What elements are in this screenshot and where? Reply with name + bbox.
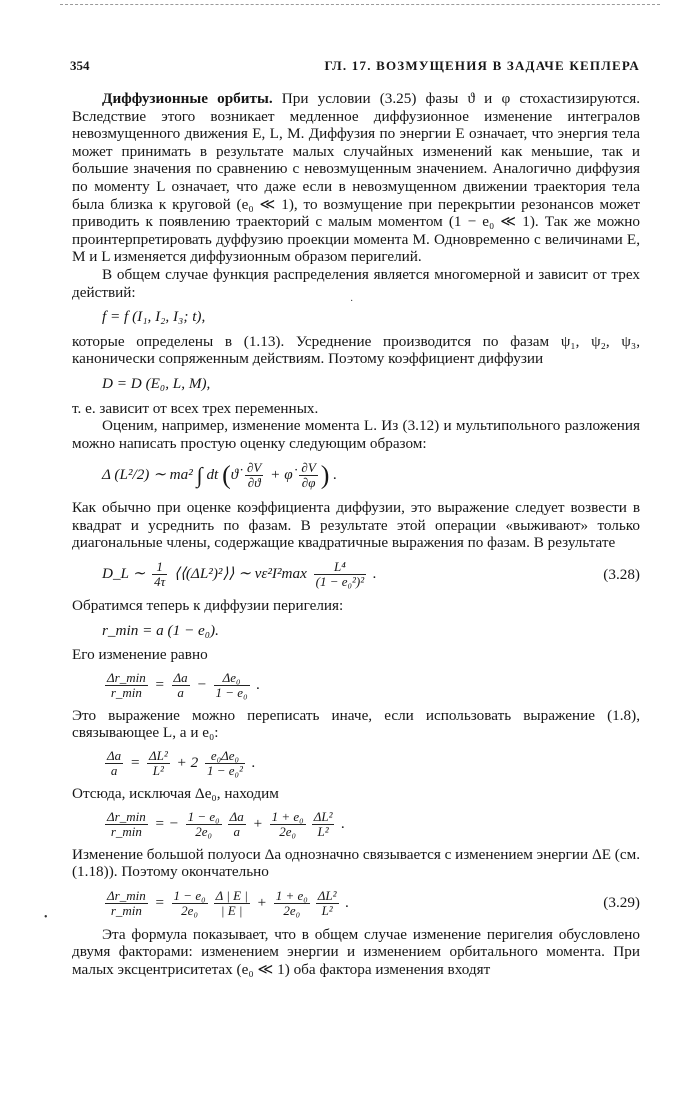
numerator: ΔL² — [148, 748, 168, 764]
numerator: ΔL² — [317, 887, 337, 903]
eq-term1-prefix: ϑ̇ — [230, 466, 242, 484]
equation-moment-change — [102, 461, 640, 490]
denominator: L² — [152, 763, 164, 779]
eq-end: . — [369, 565, 377, 583]
paragraph-all-variables: т. е. зависит от всех трех переменных. — [72, 399, 319, 417]
eq-end: . — [252, 675, 261, 693]
eq-minus: − — [192, 675, 211, 693]
eq-end: . — [341, 893, 350, 911]
eq-plus: + — [248, 814, 267, 832]
fraction-dL2 — [147, 749, 170, 778]
numerator: 1 − e₀ — [173, 887, 206, 903]
denominator: (1 − e₀²)² — [315, 574, 365, 590]
paragraph-distribution: В общем случае функция распределения является многомерной и зависит от трех действий: — [72, 265, 640, 301]
eq-equals: = — [126, 754, 144, 772]
paragraph-perihelion: Обратимся теперь к диффузии перигелия: — [72, 597, 344, 615]
numerator: ∂V — [301, 460, 316, 476]
fraction-drmin — [105, 810, 148, 839]
eq-equals: = — [150, 893, 169, 911]
top-scan-edge — [60, 4, 660, 5]
denominator: a — [110, 763, 118, 779]
fraction-dL2 — [312, 810, 335, 839]
denominator: 4τ — [154, 574, 166, 590]
paragraph-rewrite: Это выражение можно переписать иначе, если использовать выражение (1.8), связывающее L, a и e₀: — [72, 706, 640, 742]
eq-plus: + — [252, 893, 271, 911]
eq-lhs: Δ (L²/2) ∼ ma² — [102, 466, 197, 484]
paragraph-excluding: Отсюда, исключая Δe₀, находим — [72, 785, 279, 803]
numerator: Δr_min — [107, 808, 146, 824]
fraction-dE — [214, 889, 250, 918]
numerator: 1 + e₀ — [271, 808, 304, 824]
numerator: Δ | E | — [215, 887, 248, 903]
eq-dt: dt — [202, 466, 223, 484]
numerator: Δa — [107, 748, 122, 764]
eq-end: . — [247, 754, 256, 772]
eq-plus: + 2 — [172, 754, 202, 772]
equation-rmin: r_min = a (1 − e₀). — [102, 621, 219, 639]
denominator: L² — [317, 823, 329, 839]
equation-3-28 — [102, 560, 640, 589]
left-paren: ( — [222, 460, 231, 490]
fraction-dV-dtheta — [245, 461, 263, 490]
denominator: ∂ϑ — [247, 475, 261, 491]
numerator: Δe₀ — [214, 671, 250, 686]
equation-rmin-change-2 — [102, 810, 640, 839]
paragraph-conclusion: Эта формула показывает, что в общем случае изменение перигелия обусловлено двумя факторами: изменением энергии и изменением орбитального момента. При малых эксцентриситетах (e₀ ≪ 1) оба фактора изменения входят — [72, 925, 640, 978]
denominator: r_min — [110, 684, 142, 700]
fraction-drmin — [105, 889, 148, 918]
equation-da — [102, 749, 640, 778]
right-paren: ) — [320, 460, 330, 490]
running-title: ГЛ. 17. ВОЗМУЩЕНИЯ В ЗАДАЧЕ КЕПЛЕРА — [324, 58, 640, 73]
page-number: 354 — [70, 58, 90, 73]
eq-end: . — [329, 466, 338, 484]
fraction-da — [228, 810, 246, 839]
paragraph-change: Его изменение равно — [72, 646, 208, 664]
section-title: Диффузионные орбиты. — [102, 90, 273, 107]
denominator: 2e₀ — [279, 823, 297, 839]
eq-end: . — [337, 814, 346, 832]
numerator: L⁴ — [314, 560, 367, 575]
paragraph-text: При условии (3.25) фазы ϑ и φ стохастизируются. Вследствие этого возникает медленное диффузионное изменение интегралов невозмущенного движения E, L, M. Диффузия по энергии E означает, что энергия тела может принимать в результате малых случайных изменений как меньшие, так и большие значения по сравнению с невозмущенным значением. Аналогично диффузия по моменту L означает, что даже если в невозмущенном движении траектория тела была близка к круговой (e₀ ≪ 1), то возмущение при перекрытии резонансов может приводить к появлению траекторий с малым моментом (1 − e₀ ≪ 1). Так же можно проинтерпретировать дуффузию проекции момента M. Одновременно с величинами E, M и L изменяется диффузионным образом перигелий. — [72, 90, 641, 266]
fraction-da — [105, 749, 123, 778]
fraction-1-minus-e0 — [172, 889, 208, 918]
eq-term2-prefix: φ̇ — [284, 466, 297, 484]
denominator: 1 − e₀² — [206, 763, 243, 779]
paragraph-diffusion-orbits — [72, 90, 640, 266]
paragraph-averaging-phases: Как обычно при оценке коэффициента диффузии, это выражение следует возвести в квадрат и усреднить по фазам. В результате этой операции «выживают» только диагональные члены, содержащие квадратичные выражения по фазам. В результате — [72, 499, 640, 552]
equation-rmin-change — [102, 671, 640, 700]
denominator: 2e₀ — [283, 902, 301, 918]
denominator: | E | — [220, 902, 243, 918]
denominator: a — [177, 684, 184, 700]
numerator: Δa — [173, 669, 188, 685]
eq-equals: = — [150, 675, 169, 693]
numerator: e₀Δe₀ — [205, 749, 245, 764]
eq-plus: + — [266, 466, 285, 484]
denominator: r_min — [110, 902, 142, 918]
fraction-drmin — [105, 671, 148, 700]
page-body — [72, 90, 640, 979]
numerator: 1 — [152, 560, 167, 575]
equation-diffusion-coefficient: D = D (E₀, L, M), — [102, 374, 211, 392]
scan-speck: · — [350, 296, 354, 307]
paragraph-semi-axis: Изменение большой полуоси Δa однозначно связывается с изменением энергии ΔE (см. (1.18)). Поэтому окончательно — [72, 845, 640, 881]
denominator: 2e₀ — [195, 823, 213, 839]
fraction-dL2 — [316, 889, 339, 918]
fraction-e0-de0 — [205, 749, 245, 778]
fraction-1-minus-e0 — [186, 810, 222, 839]
eq-lhs: D_L ∼ — [102, 565, 150, 583]
fraction-1-over-4tau — [152, 560, 167, 589]
paragraph-estimate: Оценим, например, изменение момента L. Из (3.12) и мультипольного разложения можно написать простую оценку следующим образом: — [72, 417, 640, 452]
equation-3-29 — [102, 889, 640, 918]
fraction-1-plus-e0 — [274, 889, 310, 918]
fraction-dV-dphi — [299, 461, 317, 490]
denominator: 2e₀ — [181, 902, 198, 918]
numerator: 1 − e₀ — [187, 808, 220, 824]
denominator: 1 − e₀ — [215, 684, 248, 700]
numerator: Δr_min — [107, 669, 146, 685]
numerator: ∂V — [246, 460, 262, 476]
numerator: Δa — [229, 808, 244, 824]
scan-speck: • — [44, 912, 48, 923]
equation-number: (3.28) — [603, 565, 640, 583]
page-header — [70, 58, 640, 80]
denominator: L² — [321, 902, 333, 918]
integral-sign: ∫ — [196, 462, 203, 488]
eq-equals: = − — [150, 814, 183, 832]
denominator: ∂φ — [301, 475, 316, 491]
equation-number: (3.29) — [603, 894, 640, 912]
denominator: r_min — [110, 823, 142, 839]
fraction-da — [172, 671, 190, 700]
fraction-de0 — [214, 671, 250, 700]
eq-average: ⟨⟨(ΔL²)²⟩⟩ ∼ νε²I²max — [170, 565, 311, 583]
paragraph-averaging: которые определены в (1.13). Усреднение производится по фазам ψ₁, ψ₂, ψ₃, канонически сопряженным действиям. Поэтому коэффициент диффузии — [72, 332, 640, 368]
equation-distribution-function: f = f (I₁, I₂, I₃; t), — [102, 308, 206, 326]
fraction-L4 — [314, 560, 367, 589]
denominator: a — [233, 823, 240, 839]
numerator: Δr_min — [107, 887, 146, 903]
numerator: ΔL² — [313, 808, 333, 824]
fraction-1-plus-e0 — [270, 810, 306, 839]
numerator: 1 + e₀ — [275, 887, 308, 903]
